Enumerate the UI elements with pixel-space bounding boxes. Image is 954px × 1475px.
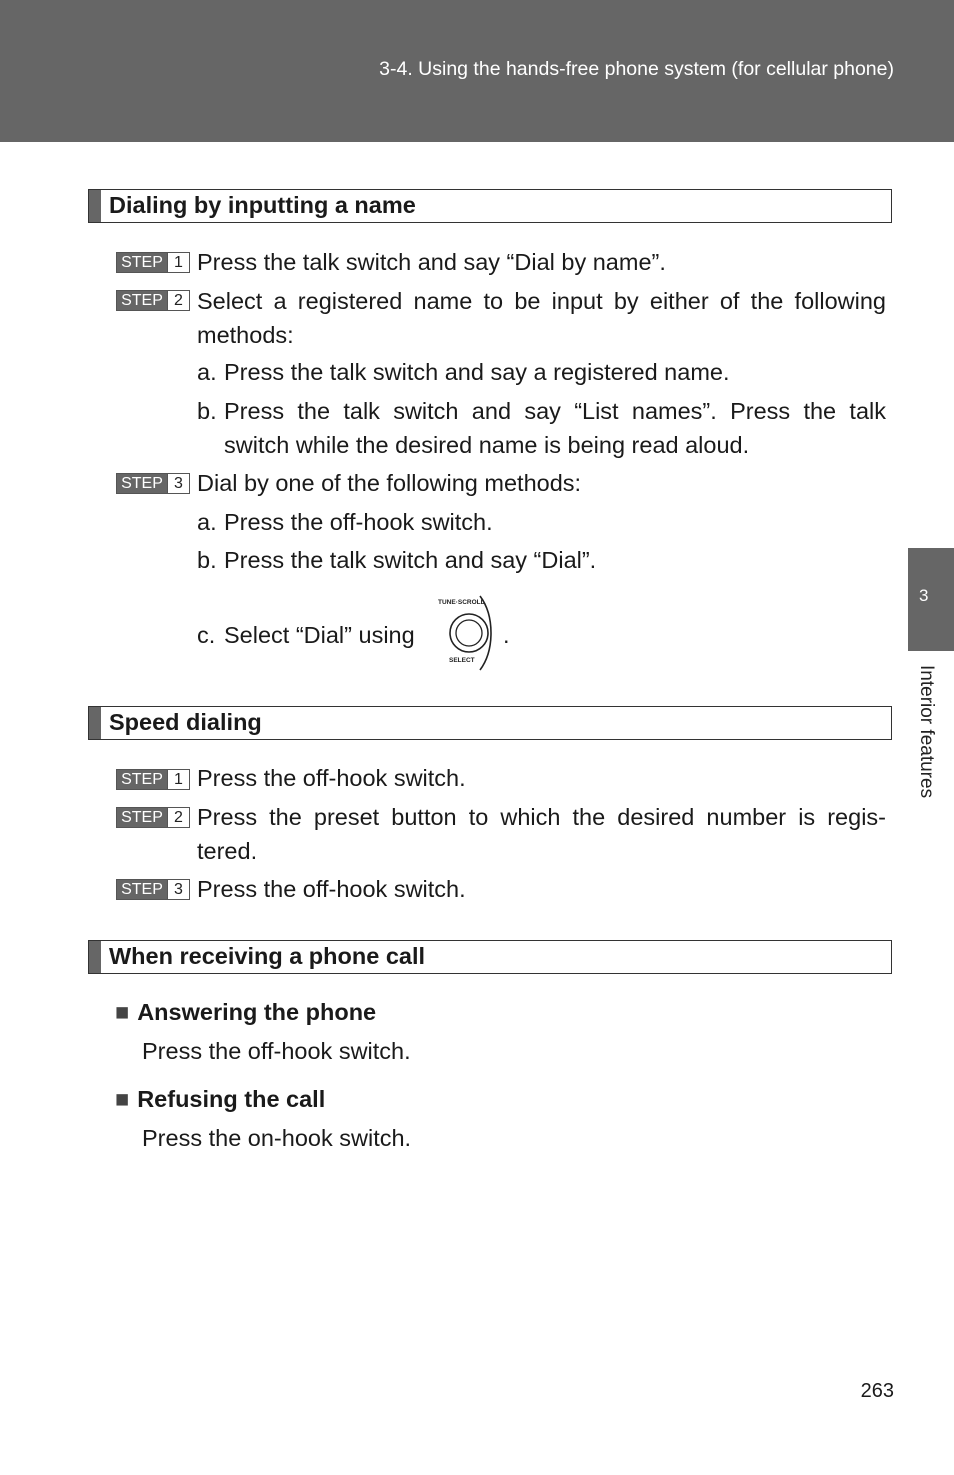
option-text: Press the off-hook switch. [224, 509, 493, 535]
square-bullet-icon: ■ [115, 999, 130, 1025]
step-text: Dial by one of the following methods: [197, 470, 582, 496]
section-dialing-by-name [88, 189, 892, 223]
step-word: STEP [117, 253, 167, 272]
step-badge [116, 252, 190, 273]
step-number: 2 [167, 808, 189, 827]
body-text: Press the off-hook switch. [142, 1038, 411, 1064]
subheading-refusing [115, 1085, 325, 1113]
option-text: Press the talk switch and say “Dial”. [224, 547, 597, 573]
step-word: STEP [117, 770, 167, 789]
step-word: STEP [117, 291, 167, 310]
option-text: Press the talk switch and say a registered name. [224, 359, 730, 385]
option-label: c. [197, 622, 216, 648]
section-title: Dialing by inputting a name [109, 192, 416, 218]
step-badge [116, 769, 190, 790]
section-bar [89, 190, 101, 222]
tune-select-knob-icon [437, 593, 495, 673]
subheading-text: Refusing the call [137, 1086, 326, 1112]
section-title: When receiving a phone call [109, 943, 426, 969]
option-label: a. [197, 359, 217, 385]
option-text: Press the talk switch and say “List names”. Press the talk switch while the desired name is being read aloud. [224, 398, 886, 458]
section-receiving-call [88, 940, 892, 974]
step-badge [116, 879, 190, 900]
step-word: STEP [117, 808, 167, 827]
option-label: a. [197, 509, 217, 535]
chapter-tab [908, 548, 954, 651]
knob-bottom-label: SELECT [449, 657, 475, 664]
square-bullet-icon: ■ [115, 1086, 130, 1112]
step-number: 1 [167, 770, 189, 789]
chapter-number: 3 [919, 586, 929, 605]
option-label: b. [197, 547, 217, 573]
section-bar [89, 707, 101, 739]
step-number: 3 [167, 474, 189, 493]
body-text: Press the on-hook switch. [142, 1125, 412, 1151]
header-title: 3-4. Using the hands-free phone system (for cellular phone) [379, 58, 894, 80]
step-text: Press the off-hook switch. [197, 765, 466, 791]
section-title: Speed dialing [109, 709, 262, 735]
step-badge [116, 290, 190, 311]
subheading-answering [115, 998, 376, 1026]
section-bar [89, 941, 101, 973]
page-number: 263 [860, 1380, 894, 1402]
step-badge [116, 473, 190, 494]
step-word: STEP [117, 880, 167, 899]
page-header [0, 0, 954, 142]
step-text: Press the off-hook switch. [197, 876, 466, 902]
step-text: Press the talk switch and say “Dial by name”. [197, 249, 666, 275]
step-text: Press the preset button to which the desired number is regis-tered. [197, 804, 886, 864]
option-end: . [503, 622, 510, 648]
step-word: STEP [117, 474, 167, 493]
step-number: 3 [167, 880, 189, 899]
step-number: 1 [167, 253, 189, 272]
step-number: 2 [167, 291, 189, 310]
step-badge [116, 807, 190, 828]
option-label: b. [197, 398, 217, 424]
knob-top-label: TUNE·SCROLL [438, 599, 485, 606]
step-text: Select a registered name to be input by either of the following methods: [197, 288, 886, 348]
chapter-label: Interior features [916, 665, 937, 799]
option-text: Select “Dial” using [224, 622, 415, 648]
subheading-text: Answering the phone [137, 999, 377, 1025]
section-speed-dialing [88, 706, 892, 740]
